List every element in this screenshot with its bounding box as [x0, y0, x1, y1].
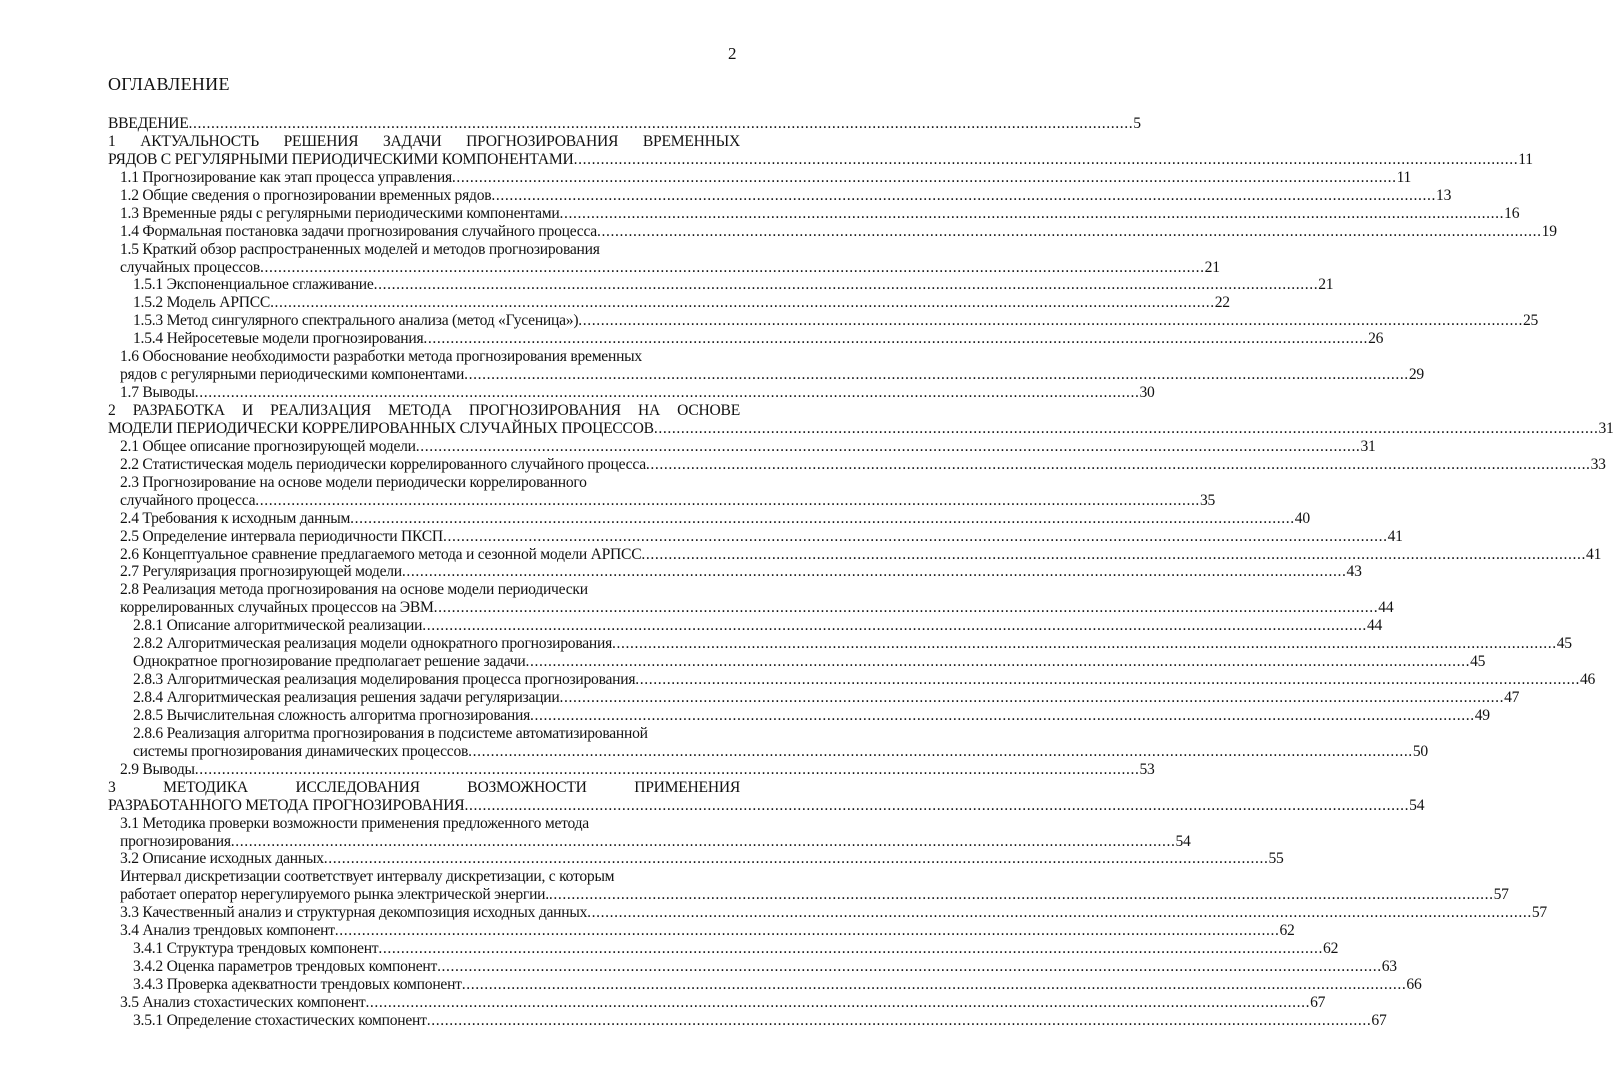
toc-entry-title: 1.5.4 Нейросетевые модели прогнозирования	[133, 330, 424, 348]
dot-leader	[189, 115, 1134, 133]
toc-entry[interactable]	[108, 168, 1412, 187]
toc-entry-title: 3 МЕТОДИКА ИССЛЕДОВАНИЯ ВОЗМОЖНОСТИ ПРИМЕНЕНИЯ	[108, 778, 740, 796]
toc-page-number: 46	[1579, 671, 1596, 689]
toc-entry[interactable]	[108, 993, 1326, 1012]
dot-leader	[260, 259, 1205, 277]
toc-entry-title: 1.1 Прогнозирование как этап процесса управления	[120, 168, 452, 186]
toc-entry-line	[108, 563, 1362, 581]
toc-entry-line	[108, 222, 1557, 241]
dot-leader	[434, 599, 1379, 617]
toc-entry-line-wrapped	[108, 402, 740, 420]
toc-page-number: 19	[1541, 222, 1557, 240]
toc-entry-line	[108, 689, 1520, 707]
toc-entry-title: Интервал дискретизации соответствует интервалу дискретизации, с которым	[120, 868, 615, 886]
toc-entry[interactable]	[108, 868, 1509, 904]
toc-entry-title: 2.8.6 Реализация алгоритма прогнозирования в подсистеме автоматизированной	[133, 724, 648, 742]
dot-leader	[335, 922, 1280, 940]
dot-leader	[270, 294, 1215, 312]
dot-leader	[468, 743, 1413, 761]
toc-entry-line	[108, 940, 1339, 958]
toc-entry-line	[108, 276, 1334, 294]
toc-entry-line	[108, 760, 1155, 779]
toc-entry[interactable]	[108, 904, 1547, 922]
toc-page-number: 41	[1387, 527, 1403, 545]
toc-entry-line	[108, 509, 1310, 528]
toc-entry-title: 3.4.1 Структура трендовых компонент	[133, 940, 379, 958]
toc-entry-line-wrapped	[108, 474, 740, 492]
toc-page-number: 22	[1214, 294, 1230, 312]
toc-entry-title: 2 РАЗРАБОТКА И РЕАЛИЗАЦИЯ МЕТОДА ПРОГНОЗИРОВАНИЯ НА ОСНОВЕ	[108, 402, 740, 419]
dot-leader	[464, 797, 1409, 815]
toc-page-number: 11	[1518, 150, 1533, 168]
toc-entry-line	[108, 706, 1490, 725]
toc-page-number: 57	[1531, 904, 1547, 922]
toc-entry[interactable]	[108, 563, 1362, 581]
dot-leader	[416, 438, 1361, 456]
toc-entry-line	[108, 993, 1326, 1012]
dot-leader	[641, 546, 1586, 564]
toc-page-number: 54	[1409, 796, 1425, 814]
toc-entry-title: 1.5.3 Метод сингулярного спектрального анализа (метод «Гусеница»)	[133, 312, 579, 330]
toc-page-number: 62	[1323, 940, 1339, 958]
toc-entry-line	[108, 832, 1191, 851]
toc-entry-title: 1.5.2 Модель АРПСС	[133, 294, 271, 312]
toc-entry-title: прогнозирования	[120, 832, 231, 850]
toc-entry-title: 1.5 Краткий обзор распространенных моделей и методов прогнозирования	[120, 240, 600, 258]
toc-page-number: 33	[1590, 455, 1606, 473]
toc-entry[interactable]	[108, 276, 1334, 294]
dot-leader	[378, 940, 1323, 958]
toc-entry-title: 2.2 Статистическая модель периодически коррелированного случайного процесса	[120, 455, 646, 473]
toc-entry-line	[108, 904, 1547, 922]
dot-leader	[612, 635, 1557, 653]
toc-entry[interactable]	[108, 958, 1397, 976]
toc-entry-title: работает оператор нерегулируемого рынка электрической энергии.	[120, 886, 549, 904]
toc-entry[interactable]	[108, 976, 1422, 994]
dot-leader	[462, 976, 1407, 994]
toc-entry-title: рядов с регулярными периодическими компонентами	[120, 366, 465, 384]
toc-entry-title: 2.8.1 Описание алгоритмической реализации	[133, 617, 423, 635]
toc-entry[interactable]	[108, 706, 1490, 725]
toc-entry-line	[108, 115, 1141, 133]
dot-leader	[231, 833, 1176, 851]
toc-entry[interactable]	[108, 222, 1557, 241]
toc-entry-title: случайных процессов	[120, 258, 260, 276]
dot-leader	[427, 1012, 1372, 1030]
toc-page-number: 63	[1381, 958, 1397, 976]
toc-entry-line-wrapped	[108, 348, 740, 366]
toc-entry-line	[108, 419, 1614, 438]
toc-page-number: 21	[1318, 276, 1334, 294]
toc-entry[interactable]	[108, 294, 1230, 312]
toc-page-number: 44	[1378, 599, 1394, 617]
toc-entry[interactable]	[108, 1011, 1387, 1030]
toc-entry[interactable]	[108, 330, 1384, 348]
toc-entry[interactable]	[108, 724, 1428, 761]
dot-leader	[255, 492, 1200, 510]
toc-entry-title: 3.2 Описание исходных данных	[120, 850, 324, 868]
toc-page-number: 44	[1366, 617, 1383, 635]
toc-entry-line	[108, 742, 1428, 761]
toc-page-number: 47	[1504, 689, 1520, 706]
toc-entry-title: 1.6 Обоснование необходимости разработки метода прогнозирования временных	[120, 348, 642, 366]
toc-page-number: 31	[1360, 437, 1376, 455]
toc-entry-line-wrapped	[108, 133, 740, 151]
toc-page-number: 62	[1279, 922, 1295, 940]
toc-entry[interactable]	[108, 473, 1216, 510]
toc-entry-line	[108, 366, 1424, 384]
dot-leader	[559, 689, 1504, 707]
toc-entry[interactable]	[108, 940, 1339, 958]
toc-entry-line	[108, 922, 1295, 940]
toc-entry[interactable]	[108, 653, 1486, 671]
toc-entry-title: 2.9 Выводы	[120, 760, 195, 778]
toc-entry-title: 3.3 Качественный анализ и структурная декомпозиция исходных данных	[120, 904, 588, 922]
dot-leader	[464, 366, 1409, 384]
toc-entry-line	[108, 384, 1155, 402]
toc-page-number: 43	[1346, 563, 1362, 581]
toc-entry[interactable]	[108, 527, 1403, 546]
toc-page-number: 35	[1199, 491, 1216, 509]
toc-entry-title: 1.3 Временные ряды с регулярными периодическими компонентами	[120, 204, 560, 222]
dot-leader	[324, 850, 1269, 868]
toc-page-number: 29	[1408, 366, 1424, 384]
toc-entry[interactable]	[108, 455, 1606, 474]
dot-leader	[597, 223, 1542, 241]
toc-entry-title: 1.5.1 Экспоненциальное сглаживание	[133, 276, 374, 294]
toc-entry[interactable]	[108, 671, 1596, 689]
dot-leader	[559, 205, 1504, 223]
dot-leader	[195, 384, 1140, 402]
toc-entry-title: 2.7 Регуляризация прогнозирующей модели	[120, 563, 402, 581]
toc-entry-title: 2.4 Требования к исходным данным	[120, 509, 351, 527]
toc-entry[interactable]	[108, 778, 1425, 815]
toc-page-number: 30	[1139, 384, 1155, 402]
toc-entry-line	[108, 258, 1220, 277]
toc-entry-line	[108, 599, 1394, 617]
dot-leader	[402, 563, 1347, 581]
dot-leader	[578, 312, 1523, 330]
dot-leader	[195, 761, 1140, 779]
dot-leader	[374, 276, 1319, 294]
dot-leader	[525, 653, 1470, 671]
toc-page-number: 53	[1139, 760, 1155, 778]
toc-entry-title: случайного процесса	[120, 491, 256, 509]
toc-entry-title: 3.1 Методика проверки возможности применения предложенного метода	[120, 814, 589, 832]
dot-leader	[350, 510, 1295, 528]
toc-entry-line	[108, 491, 1216, 510]
toc-entry[interactable]	[108, 509, 1310, 528]
toc-entry-line	[108, 653, 1486, 671]
toc-entry-title: РАЗРАБОТАННОГО МЕТОДА ПРОГНОЗИРОВАНИЯ	[108, 796, 465, 814]
toc-entry-title: 1.7 Выводы	[120, 384, 195, 402]
toc-entry-line	[108, 330, 1384, 348]
toc-page-number: 26	[1368, 330, 1384, 348]
toc-entry-title: 2.5 Определение интервала периодичности ПКСП	[120, 527, 443, 545]
toc-entry[interactable]	[108, 437, 1376, 456]
toc-entry[interactable]	[108, 312, 1539, 330]
toc-entry[interactable]	[108, 635, 1572, 653]
toc-page-number: 49	[1474, 706, 1490, 724]
toc-page-number: 16	[1504, 204, 1520, 222]
toc-entry-line-wrapped	[108, 815, 740, 833]
dot-leader	[422, 617, 1367, 635]
toc-page-number: 5	[1133, 115, 1141, 132]
toc-entry-line	[108, 150, 1533, 169]
toc-entry[interactable]	[108, 922, 1295, 940]
toc-entry[interactable]	[108, 384, 1155, 402]
toc-entry-title: 3.4 Анализ трендовых компонент	[120, 922, 335, 940]
toc-page-number: 13	[1436, 186, 1452, 204]
page-title: ОГЛАВЛЕНИЕ	[108, 74, 230, 94]
toc-entry-line	[108, 886, 1509, 904]
toc-entry-line	[108, 186, 1452, 205]
dot-leader	[423, 330, 1368, 348]
dot-leader	[491, 187, 1436, 205]
toc-entry-line-wrapped	[108, 868, 740, 886]
toc-page-number: 45	[1470, 653, 1486, 671]
toc-entry-title: 1.4 Формальная постановка задачи прогнозирования случайного процесса	[120, 222, 597, 240]
toc-page-number: 45	[1556, 635, 1572, 653]
dot-leader	[587, 904, 1532, 922]
toc-page-number: 66	[1406, 976, 1422, 993]
toc-entry-title: системы прогнозирования динамических процессов	[133, 742, 469, 760]
toc-entry[interactable]	[108, 186, 1452, 205]
toc-entry-line-wrapped	[108, 779, 740, 797]
toc-entry-title: МОДЕЛИ ПЕРИОДИЧЕСКИ КОРРЕЛИРОВАННЫХ СЛУЧАЙНЫХ ПРОЦЕССОВ	[108, 419, 654, 437]
toc-entry[interactable]	[108, 204, 1520, 223]
toc-entry-line-wrapped	[108, 725, 740, 743]
dot-leader	[530, 707, 1475, 725]
toc-entry-line-wrapped	[108, 581, 740, 599]
toc-entry-line	[108, 437, 1376, 456]
toc-entry[interactable]	[108, 617, 1383, 635]
toc-entry[interactable]	[108, 132, 1533, 169]
toc-entry-line	[108, 1011, 1387, 1030]
toc-entry-title: 3.4.2 Оценка параметров трендовых компонент	[133, 958, 438, 976]
toc-entry[interactable]	[108, 689, 1520, 707]
toc-entry-line	[108, 455, 1606, 474]
toc-page-number: 40	[1294, 509, 1310, 527]
toc-entry-title: 3.5 Анализ стохастических компонент	[120, 993, 366, 1011]
toc-entry-title: 3.4.3 Проверка адекватности трендовых компонент	[133, 976, 462, 993]
dot-leader	[574, 151, 1519, 169]
toc-entry-title: 2.1 Общее описание прогнозирующей модели	[120, 437, 416, 455]
toc-entry-title: коррелированных случайных процессов на ЭВМ	[120, 599, 434, 617]
toc-entry[interactable]	[108, 814, 1191, 851]
toc-page-number: 54	[1175, 832, 1191, 850]
toc-entry[interactable]	[108, 348, 1424, 384]
toc-entry-title: 2.8.5 Вычислительная сложность алгоритма прогнозирования	[133, 706, 531, 724]
toc-entry-title: 2.3 Прогнозирование на основе модели периодически коррелированного	[120, 473, 587, 491]
toc-entry-title: 2.8.3 Алгоритмическая реализация моделирования процесса прогнозирования	[133, 671, 636, 689]
toc-page-number: 11	[1396, 168, 1412, 186]
toc-entry[interactable]	[108, 760, 1155, 779]
toc-page-number: 31	[1598, 419, 1614, 437]
dot-leader	[646, 456, 1591, 474]
toc-entry-line	[108, 976, 1422, 994]
toc-entry-line	[108, 796, 1425, 815]
dot-leader	[635, 671, 1580, 689]
toc-entry[interactable]	[108, 850, 1284, 868]
toc-entry-line	[108, 850, 1284, 868]
toc-entry-title: 2.8 Реализация метода прогнозирования на основе модели периодически	[120, 581, 588, 599]
toc-entry-title: 3.5.1 Определение стохастических компонент	[133, 1011, 427, 1029]
toc-entry-line-wrapped	[108, 241, 740, 259]
toc-page-number: 67	[1371, 1011, 1387, 1029]
dot-leader	[549, 886, 1494, 904]
toc-entry-line	[108, 617, 1383, 635]
toc-entry-title: 2.6 Концептуальное сравнение предлагаемого метода и сезонной модели АРПСС	[120, 545, 642, 563]
dot-leader	[452, 169, 1397, 187]
dot-leader	[365, 994, 1310, 1012]
toc-entry-title: 2.8.2 Алгоритмическая реализация модели однократного прогнозирования	[133, 635, 613, 653]
toc-entry-line	[108, 527, 1403, 546]
toc-entry-title: 1 АКТУАЛЬНОСТЬ РЕШЕНИЯ ЗАДАЧИ ПРОГНОЗИРОВАНИЯ ВРЕМЕННЫХ	[108, 132, 740, 150]
toc-entry-title: Однократное прогнозирование предполагает решение задачи	[133, 653, 526, 671]
toc-entry-line	[108, 545, 1602, 564]
toc-page-number: 41	[1586, 545, 1602, 563]
toc-entry-line	[108, 671, 1596, 689]
toc-page-number: 25	[1522, 312, 1539, 330]
toc-entry-line	[108, 958, 1397, 976]
toc-entry[interactable]	[108, 402, 1614, 438]
toc-page-number: 50	[1412, 742, 1428, 760]
dot-leader	[443, 528, 1388, 546]
table-of-contents	[108, 115, 1614, 1030]
toc-entry-title: ВВЕДЕНИЕ	[108, 115, 189, 132]
toc-entry-line	[108, 312, 1539, 330]
toc-entry[interactable]	[108, 581, 1394, 617]
toc-page-number: 21	[1204, 258, 1220, 276]
toc-page-number: 55	[1268, 850, 1284, 868]
toc-entry-line	[108, 294, 1230, 312]
toc-entry-line	[108, 635, 1572, 653]
toc-page-number: 67	[1310, 993, 1326, 1011]
toc-entry-line	[108, 204, 1520, 223]
toc-entry[interactable]	[108, 545, 1602, 564]
page-number: 2	[728, 44, 737, 63]
dot-leader	[437, 958, 1382, 976]
toc-entry-line	[108, 168, 1412, 187]
toc-entry-title: 2.8.4 Алгоритмическая реализация решения задачи регуляризации	[133, 689, 560, 706]
toc-entry[interactable]	[108, 115, 1141, 133]
toc-entry-title: 1.2 Общие сведения о прогнозировании временных рядов	[120, 186, 492, 204]
toc-entry-title: РЯДОВ С РЕГУЛЯРНЫМИ ПЕРИОДИЧЕСКИМИ КОМПОНЕНТАМИ	[108, 150, 574, 168]
toc-page-number: 57	[1493, 886, 1509, 904]
toc-entry[interactable]	[108, 240, 1220, 277]
dot-leader	[654, 420, 1599, 438]
